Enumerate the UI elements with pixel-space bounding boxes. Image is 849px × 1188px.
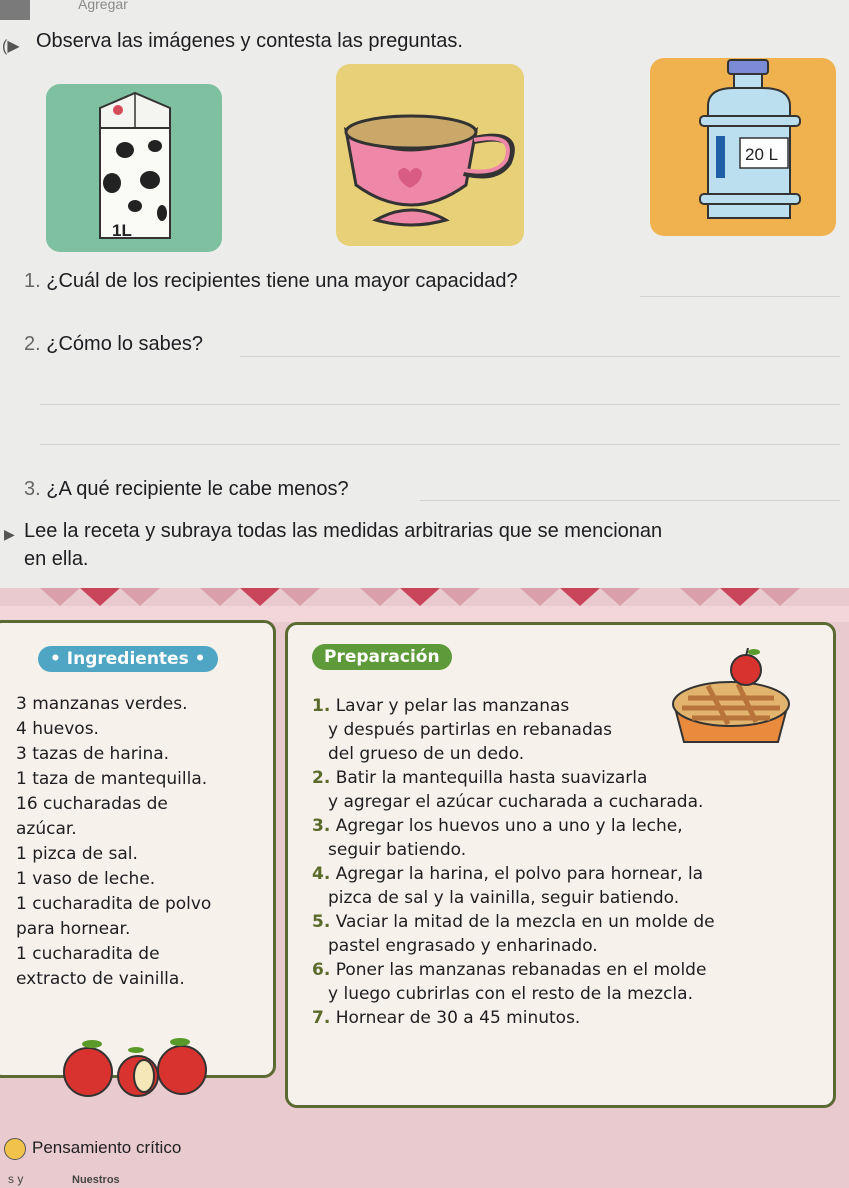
ingredient-item: 16 cucharadas de [16,794,168,814]
section1-instruction: Observa las imágenes y contesta las preguntas. [36,30,463,52]
step-line: y después partirlas en rebanadas [328,720,613,740]
answer-line [240,356,840,357]
preparation-steps [312,694,832,1030]
ingredients-tag: • Ingredientes • [38,646,218,672]
question-2: 2. ¿Cómo lo sabes? [24,333,203,355]
water-jug-image [690,58,810,228]
teacup-image [336,110,526,240]
ingredient-item: 1 cucharadita de [16,944,160,964]
step-line: 3. Agregar los huevos uno a uno y la leche, [312,816,683,836]
step-line: 6. Poner las manzanas rebanadas en el molde [312,960,707,980]
step-line: pizca de sal y la vainilla, seguir batiendo. [328,888,680,908]
step-line: 5. Vaciar la mitad de la mezcla en un molde de [312,912,715,932]
step-line: 2. Batir la mantequilla hasta suavizarla [312,768,648,788]
answer-line [420,500,840,501]
step-line: del grueso de un dedo. [328,744,525,764]
critical-thinking-icon [4,1138,26,1160]
section2-instruction-line1: Lee la receta y subraya todas las medidas arbitrarias que se mencionan [24,520,663,542]
ingredient-item: 4 huevos. [16,719,99,739]
top-tab-marker [0,0,30,20]
ingredient-item: azúcar. [16,819,77,839]
ingredient-item: extracto de vainilla. [16,969,185,989]
jug-capacity-label: 20 L [745,145,779,164]
bullet-arrow-icon: ▶ [4,526,15,542]
step-line: 7. Hornear de 30 a 45 minutos. [312,1008,581,1028]
step-line: y agregar el azúcar cucharada a cucharada. [328,792,704,812]
footer-cut-text: Nuestros [72,1174,120,1186]
footer-cut-text: s y [8,1172,24,1186]
ingredient-item: 3 tazas de harina. [16,744,170,764]
agregar-button[interactable]: Agregar [78,0,128,12]
critical-thinking-label: Pensamiento crítico [32,1138,182,1157]
milk-carton-image [80,88,190,253]
section2-instruction-line2: en ella. [24,548,89,570]
ingredient-item: 1 cucharadita de polvo [16,894,212,914]
ingredient-item: 1 pizca de sal. [16,844,138,864]
step-line: seguir batiendo. [328,840,467,860]
ingredients-list [16,692,211,992]
ingredient-item: 1 taza de mantequilla. [16,769,208,789]
step-line: 4. Agregar la harina, el polvo para hornear, la [312,864,704,884]
ingredient-item: 1 vaso de leche. [16,869,156,889]
apples-image [60,1036,210,1102]
milk-capacity-label: 1L [112,221,132,240]
answer-line [640,296,840,297]
ingredient-item: para hornear. [16,919,131,939]
step-line: pastel engrasado y enharinado. [328,936,598,956]
question-3: 3. ¿A qué recipiente le cabe menos? [24,478,349,500]
step-line: y luego cubrirlas con el resto de la mezcla. [328,984,693,1004]
step-line: 1. Lavar y pelar las manzanas [312,696,570,716]
bullet-arrow-icon: (▶ [2,38,20,55]
answer-line [40,444,840,445]
ingredient-item: 3 manzanas verdes. [16,694,188,714]
question-1: 1. ¿Cuál de los recipientes tiene una mayor capacidad? [24,270,518,292]
preparation-tag: Preparación [312,644,452,670]
answer-line [40,404,840,405]
